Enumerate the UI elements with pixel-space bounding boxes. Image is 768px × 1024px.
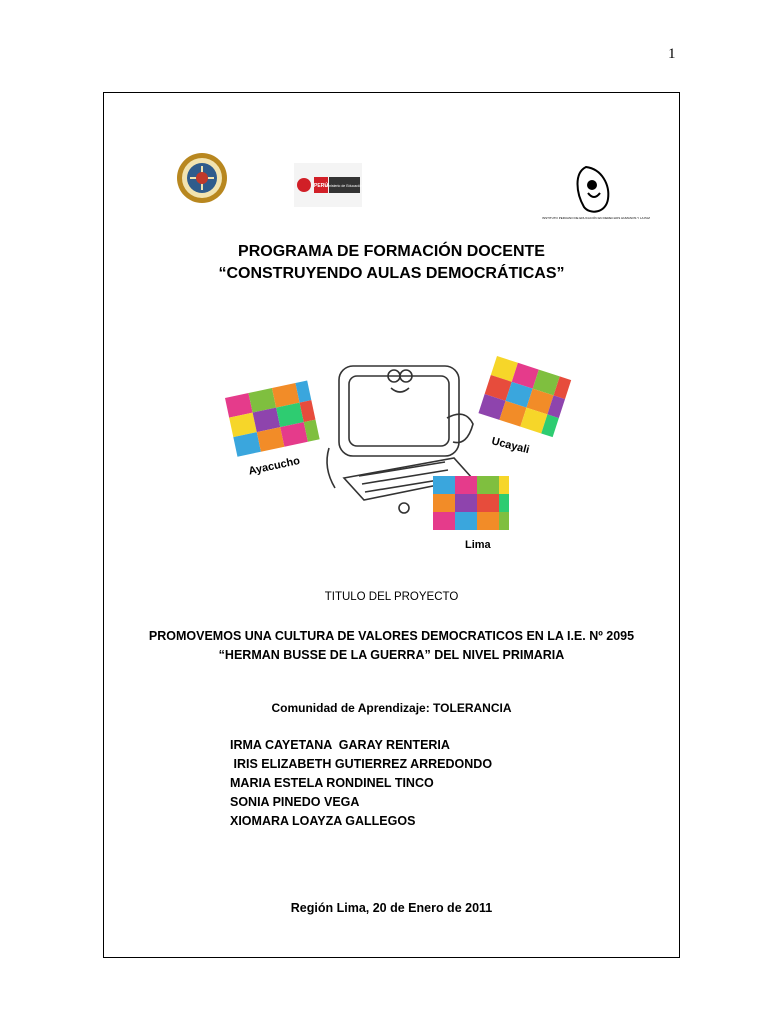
author-name: IRIS ELIZABETH GUTIERREZ ARREDONDO	[230, 757, 493, 771]
page-number: 1	[668, 46, 676, 62]
lima-label: Lima	[465, 539, 491, 551]
program-title	[104, 241, 679, 285]
learning-community: Comunidad de Aprendizaje: TOLERANCIA	[271, 701, 512, 715]
ayacucho-hands-panel	[225, 381, 324, 480]
place-and-date: Región Lima, 20 de Enero de 2011	[290, 901, 493, 915]
author-name: SONIA PINEDO VEGA	[230, 795, 360, 809]
program-title-line-1: PROGRAMA DE FORMACIÓN DOCENTE	[238, 243, 545, 260]
cover-frame	[103, 92, 680, 958]
ipedehp-logo	[542, 163, 650, 227]
author-name: XIOMARA LOAYZA GALLEGOS	[230, 814, 416, 828]
authors-list	[230, 736, 492, 831]
program-title-line-2: “CONSTRUYENDO AULAS DEMOCRÁTICAS”	[218, 265, 565, 282]
oas-seal-logo	[176, 152, 228, 204]
project-title-label: TITULO DEL PROYECTO	[324, 591, 459, 603]
minedu-name-text: Ministerio de Educación	[325, 184, 363, 188]
project-title-line-1: PROMOVEMOS UNA CULTURA DE VALORES DEMOCRATICOS EN LA I.E. Nº 2095	[148, 629, 635, 643]
author-name: MARIA ESTELA RONDINEL TINCO	[230, 776, 434, 790]
ucayali-label: Ucayali	[490, 435, 531, 457]
minedu-country-text: PERÚ	[314, 183, 328, 189]
project-title	[104, 627, 679, 665]
ipedehp-text: INSTITUTO PERUANO DE EDUCACIÓN EN DERECHOS HUMANOS Y LA PAZ	[542, 216, 650, 220]
project-title-line-2: “HERMAN BUSSE DE LA GUERRA” DEL NIVEL PRIMARIA	[218, 648, 565, 662]
author-name: IRMA CAYETANA GARAY RENTERIA	[230, 738, 450, 752]
ayacucho-label: Ayacucho	[247, 454, 302, 478]
regional-hands-illustration	[219, 348, 599, 553]
lima-hands-panel	[433, 476, 509, 530]
ucayali-hands-panel	[478, 356, 571, 437]
ministerio-educacion-logo	[294, 163, 362, 207]
